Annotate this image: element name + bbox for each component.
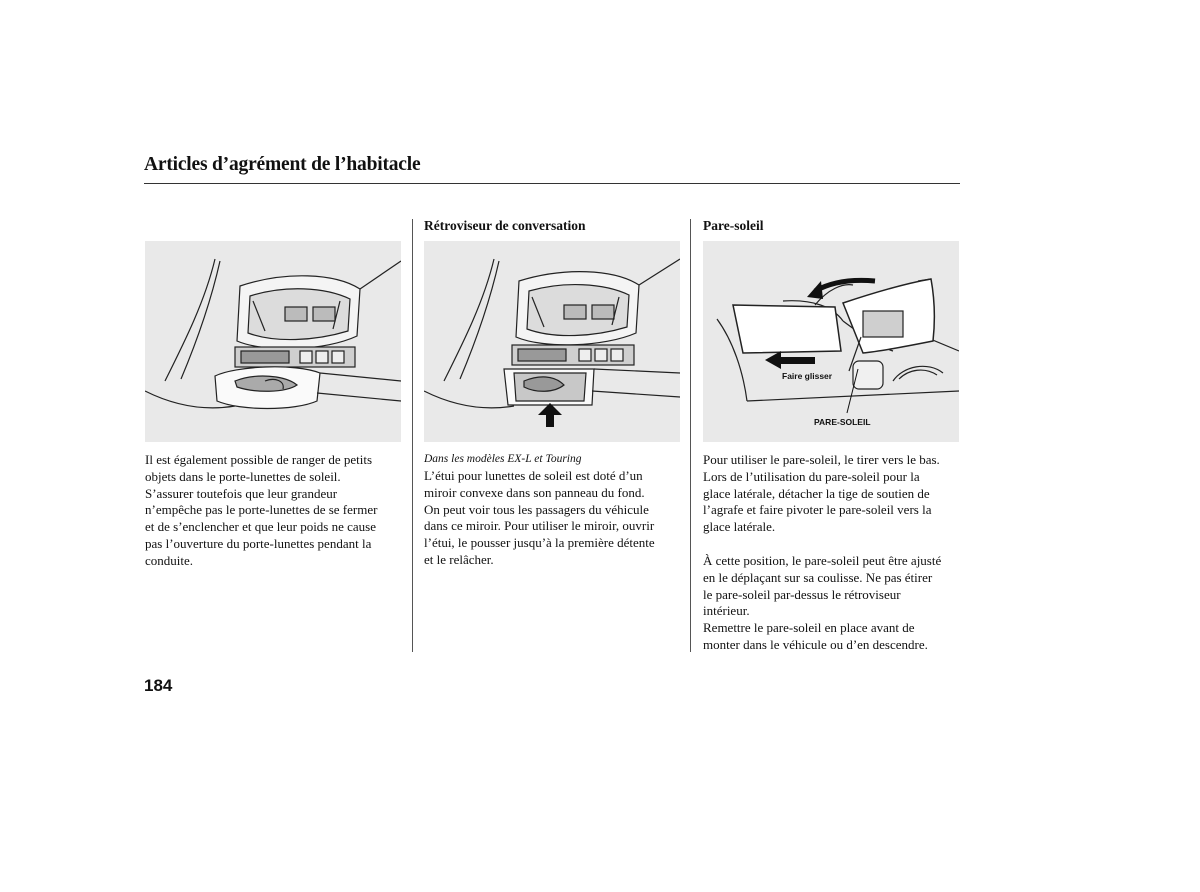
- sun-visor-illustration: [703, 241, 959, 442]
- sun-visor-heading: Pare-soleil: [703, 218, 764, 233]
- slide-callout: Faire glisser: [782, 371, 833, 381]
- slide-arrow-shaft: [779, 357, 815, 364]
- figure-sun-visor: [703, 241, 959, 442]
- conversation-mirror-heading: Rétroviseur de conversation: [424, 218, 586, 233]
- title-rule: [144, 183, 960, 184]
- figure-sunglasses-holder: [145, 241, 401, 442]
- page-title: Articles d’agrément de l’habitacle: [144, 154, 421, 175]
- pivot-arrow-icon: [807, 281, 823, 299]
- figure-conversation-mirror: [424, 241, 680, 442]
- visor-callout: PARE-SOLEIL: [814, 417, 871, 427]
- conversation-mirror-paragraph: L’étui pour lunettes de soleil est doté d’un miroir convexe dans son panneau du fond. On peut voir tous les passagers du véhicule dans ce miroir. Pour utiliser le miroir, ouvrir l’étui, le pousser jusqu’à la première détente et le relâcher.: [424, 468, 655, 567]
- column-divider-1: [412, 219, 413, 652]
- page-number: 184: [144, 676, 173, 695]
- sun-visor-paragraph-2: À cette position, le pare-soleil peut être ajusté en le déplaçant sur sa coulisse. Ne pas étirer le pare-soleil par-dessus le rétroviseur intérieur. Remettre le pare-soleil en place avant de monter dans le véhicule ou d’en descendre.: [703, 553, 942, 652]
- sun-visor-paragraph-1: Pour utiliser le pare-soleil, le tirer vers le bas. Lors de l’utilisation du pare-soleil pour la glace latérale, détacher la tige de soutien de l’agrafe et faire pivoter le pare-soleil vers la glace latérale.: [703, 452, 940, 535]
- sunglasses-paragraph: Il est également possible de ranger de petits objets dans le porte-lunettes de soleil. S’assurer toutefois que leur grandeur n’empêche pas le porte-lunettes de se fermer et de s’enclencher et que leur poids ne cause pas l’ouverture du porte-lunettes pendant la conduite.: [145, 452, 378, 568]
- conversation-mirror-illustration: [424, 241, 680, 442]
- push-arrow-icon: [538, 403, 562, 427]
- model-note: Dans les modèles EX-L et Touring: [424, 453, 582, 465]
- sunglasses-holder-illustration: [145, 241, 401, 442]
- slide-arrow-icon: [765, 351, 781, 369]
- pivot-arrow-shaft: [815, 280, 875, 291]
- column-divider-2: [690, 219, 691, 652]
